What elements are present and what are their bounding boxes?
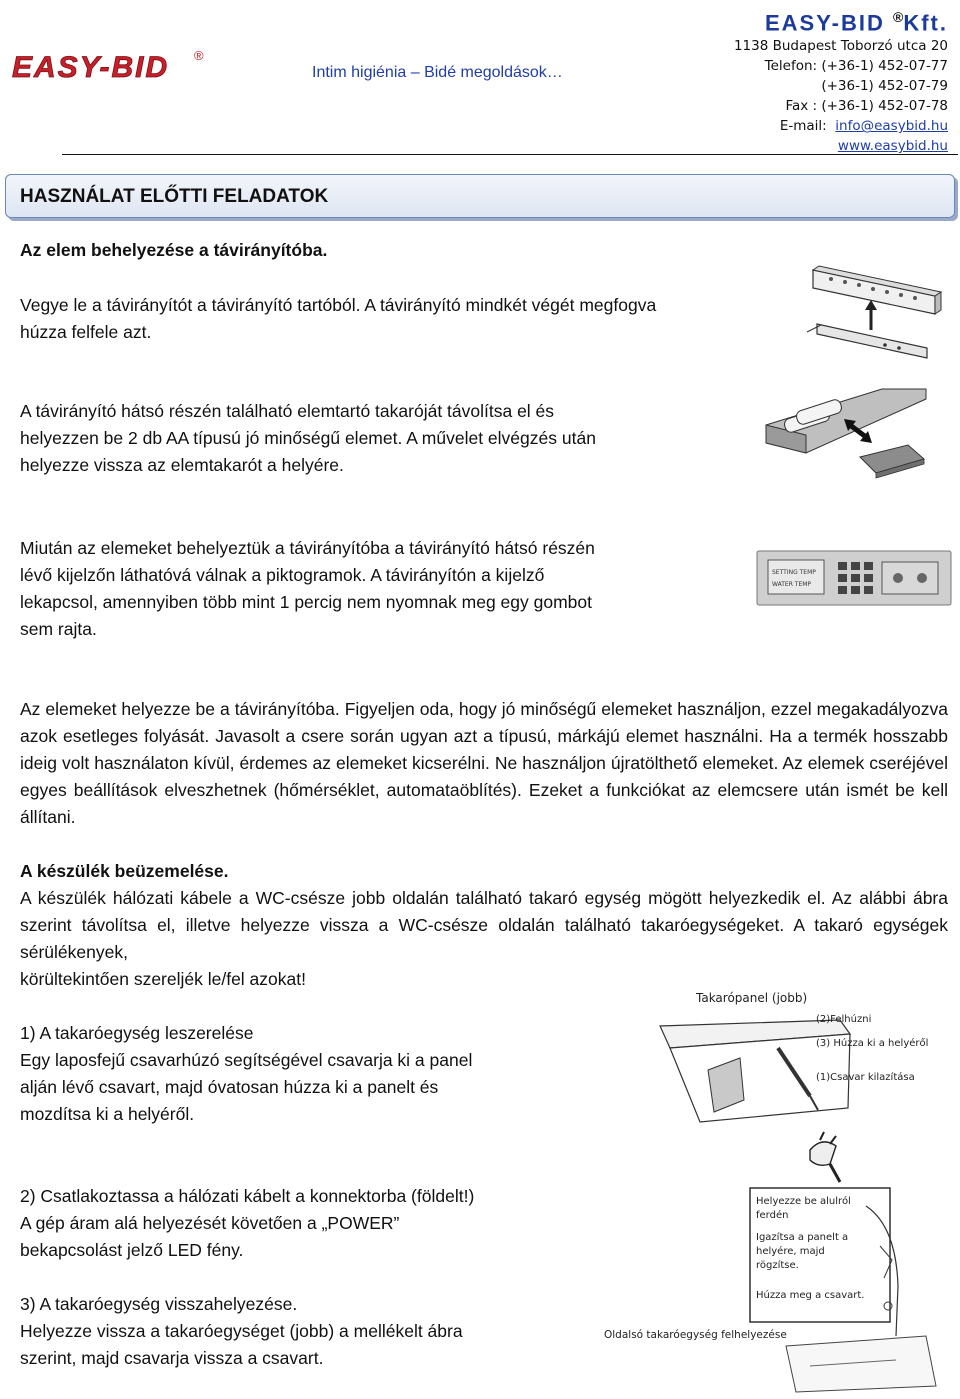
up-arrow-icon [865,300,877,330]
company-fax: Fax : (+36-1) 452-07-78 [785,98,948,115]
cover-step-line3: Igazítsa a panelt a [756,1232,849,1243]
cover-reinstall-figure [596,1186,952,1392]
step2-title: 2) Csatlakoztassa a hálózati kábelt a konnektorba (földelt!) [20,1186,475,1206]
step2-line2: bekapcsolást jelző LED fény. [20,1240,244,1260]
section-title: HASZNÁLAT ELŐTTI FELADATOK [20,186,329,207]
step3-title: 3) A takaróegység visszahelyezése. [20,1294,298,1314]
website-link[interactable]: www.easybid.hu [837,138,948,155]
svg-text:®: ® [194,48,204,63]
panel-removal-figure [640,988,929,1130]
step1-title: 1) A takaróegység leszerelése [20,1023,254,1043]
battery-para3-line4: sem rajta. [20,619,97,639]
battery-para4: Az elemeket helyezze be a távirányítóba. Figyeljen oda, hogy jó minőségű elemeket használjon, ezzel megakadályozva azok esetleges folyását. Javasolt a csere során ugyan azt a típusú, márkájú elemet használni. Ha a termék hosszabb ideig volt használaton kívül, érdemes az elemeket kicserélni. Ne használjon újratölthető elemeket. Az elemek cseréjével egyes beállítások elveszhetnek (hőmérséklet, automataöblítés). Ezeket a funkciókat az elemcsere után ismét be kell állítani. [20,699,948,827]
startup-intro: A készülék hálózati kábele a WC-csésze jobb oldalán található takaró egység mögött helyezkedik el. Az alábbi ábra szerint távolítsa el, illetve helyezze vissza a WC-csésze oldalán található takaróegységeket. A takaró egységek sérülékenyek, [20,888,948,962]
label-push: (3) Húzza ki a helyéről [816,1038,929,1049]
battery-para2-line2: helyezzen be 2 db AA típusú jó minőségű elemet. A művelet elvégzés után [20,428,596,448]
battery-heading: Az elem behelyezése a távirányítóba. [20,240,328,260]
remote-top-bar [813,266,941,314]
registered-mark: ® [893,9,904,25]
company-phone-1: Telefon: (+36-1) 452-07-77 [764,58,948,75]
label-screw: (1)Csavar kilazítása [816,1072,915,1083]
step3-line2: szerint, majd csavarja vissza a csavart. [20,1348,324,1368]
remote-holder-figure [795,262,945,372]
company-email-row [734,116,948,136]
tagline: Intim higiénia – Bidé megoldások… [312,64,563,81]
display-text-2: WATER TEMP [772,581,812,588]
holder-bracket [807,324,927,358]
company-brand [734,4,948,36]
battery-para1-line2: húzza felfele azt. [20,322,152,342]
company-address: 1138 Budapest Toborzó utca 20 [733,38,948,55]
email-label: E-mail: [779,118,827,135]
power-plug-figure [800,1130,860,1186]
brand-name: EASY-BID [764,10,885,36]
step1-line1: Egy laposfejű csavarhúzó segítségével csavarja ki a panel [20,1050,473,1070]
step1-line2: alján lévő csavart, majd óvatosan húzza ki a panelt és [20,1077,439,1097]
step2-line1: A gép áram alá helyezését követően a „POWER” [20,1213,400,1233]
label-pull: (2)Felhúzni [816,1014,872,1025]
battery-para2-line3: helyezze vissza az elemtakarót a helyére. [20,455,344,475]
remote-display-figure [756,550,952,606]
easy-bid-logo [8,46,218,86]
email-link[interactable]: info@easybid.hu [835,118,948,135]
brand-suffix: Kft. [903,10,948,36]
battery-para2-line1: A távirányító hátsó részén található elemtartó takaróját távolítsa el és [20,401,555,421]
plug-icon [810,1132,840,1182]
panel-title-label: Takarópanel (jobb) [696,991,808,1005]
step1-line3: mozdítsa ki a helyéről. [20,1104,195,1124]
step3-line1: Helyezze vissza a takaróegységet (jobb) a mellékelt ábra [20,1321,463,1341]
cover-step-line2: ferdén [756,1210,789,1221]
company-info [734,4,948,156]
svg-text:EASY-BID: EASY-BID [12,51,170,84]
display-text-1: SETTING TEMP [772,569,816,576]
battery-compartment-figure [762,385,930,485]
startup-intro-last: körültekintően szereljék le/fel azokat! [20,969,306,989]
startup-heading: A készülék beüzemelése. [20,861,229,881]
cover-step-line4: helyére, majd [756,1246,825,1257]
cover-step-line5: rögzítse. [756,1260,799,1271]
side-cover-title: Oldalsó takaróegység felhelyezése [604,1329,787,1341]
battery-para3-line2: lévő kijelzőn láthatóvá válnak a piktogramok. A távirányítón a kijelző [20,565,545,585]
header-divider [62,154,958,155]
company-phone-2: (+36-1) 452-07-79 [821,78,948,95]
cover-step-line1: Helyezze be alulról [756,1196,851,1207]
cover-step-line6: Húzza meg a csavart. [756,1290,865,1301]
section-title-box [5,174,955,218]
battery-para3-line3: lekapcsol, amennyiben több mint 1 percig nem nyomnak meg egy gombot [20,592,592,612]
pictogram-grid-icon [838,562,873,594]
battery-para3-line1: Miután az elemeket behelyeztük a távirányítóba a távirányító hátsó részén [20,538,595,558]
battery-para1-line1: Vegye le a távirányítót a távirányító tartóból. A távirányító mindkét végét megfogva [20,295,657,315]
